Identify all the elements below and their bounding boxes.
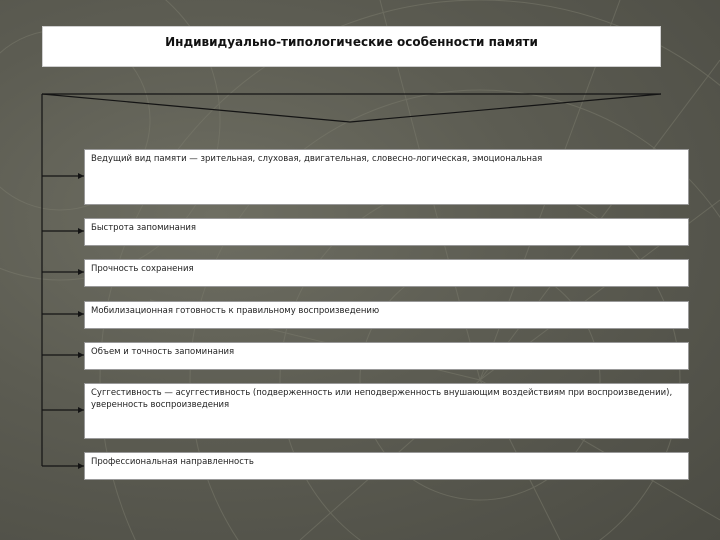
memory-feature-suggestibility: Суггестивность — асуггестивность (подверженность или неподверженность внушающим воздействиям при воспроизведении), уверенность воспроизведения (84, 383, 689, 439)
memory-feature-readiness: Мобилизационная готовность к правильному воспроизведению (84, 301, 689, 329)
memory-feature-volume-accuracy: Объем и точность запоминания (84, 342, 689, 370)
memory-feature-professional-orientation: Профессиональная направленность (84, 452, 689, 480)
memory-feature-retention: Прочность сохранения (84, 259, 689, 287)
memory-feature-speed: Быстрота запоминания (84, 218, 689, 246)
memory-feature-leading-type: Ведущий вид памяти — зрительная, слуховая, двигательная, словесно-логическая, эмоциональная (84, 149, 689, 205)
diagram-title: Индивидуально-типологические особенности памяти (42, 26, 661, 67)
